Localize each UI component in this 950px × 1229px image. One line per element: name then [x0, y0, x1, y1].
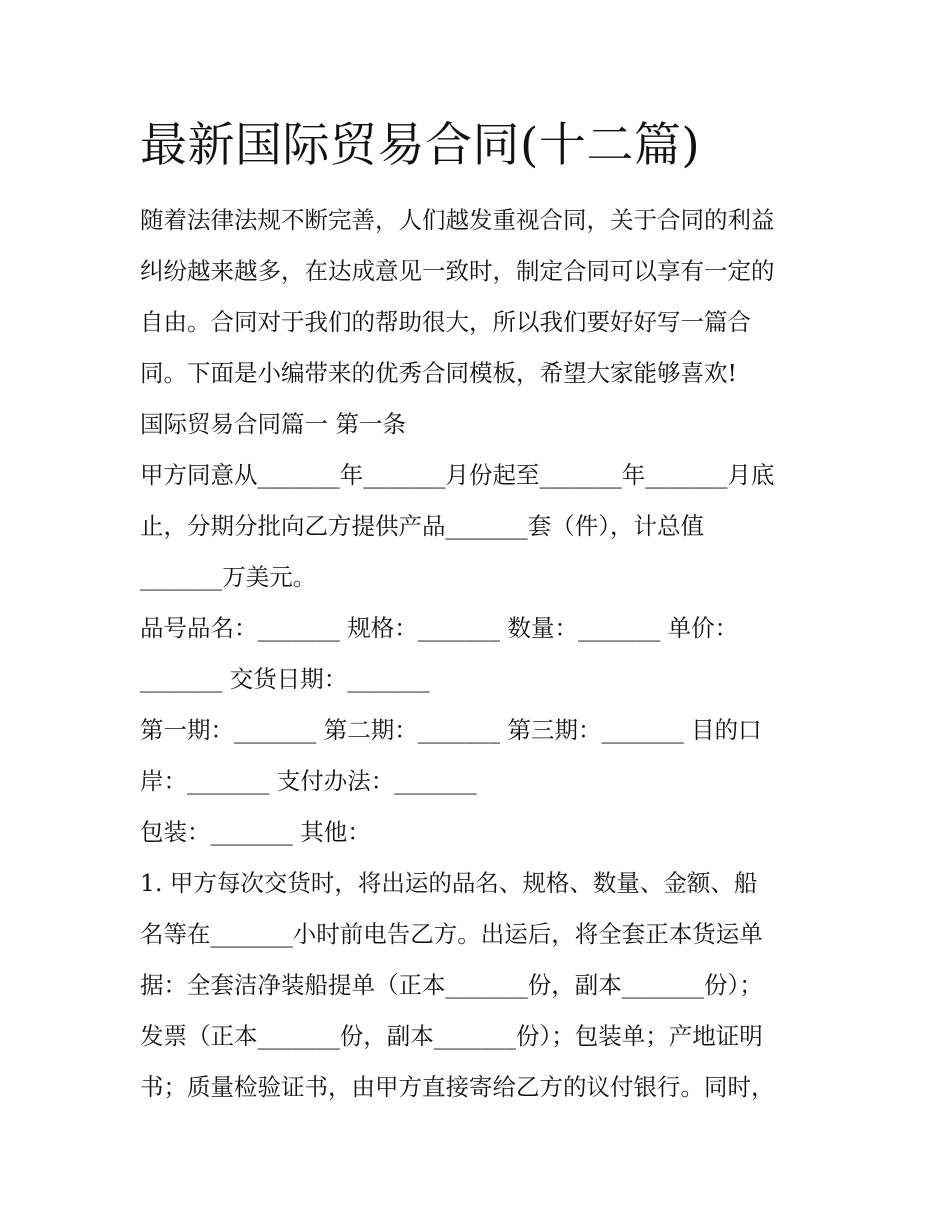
intro-line-4: 同。下面是小编带来的优秀合同模板，希望大家能够喜欢! [140, 359, 737, 387]
intro-line-2: 纠纷越来越多，在达成意见一致时，制定合同可以享有一定的 [140, 257, 775, 285]
clause-line-3: _______万美元。 [140, 563, 317, 591]
document-title: 最新国际贸易合同(十二篇) [140, 118, 701, 173]
intro-line-1: 随着法律法规不断完善，人们越发重视合同，关于合同的利益 [140, 206, 775, 234]
intro-line-3: 自由。合同对于我们的帮助很大，所以我们要好好写一篇合 [140, 308, 751, 336]
item-1-line-4: 发票（正本_______份，副本_______份）；包装单；产地证明 [140, 1022, 763, 1050]
clause-line-2: 止，分期分批向乙方提供产品_______套（件），计总值 [140, 512, 704, 540]
item-1-line-1: 1. 甲方每次交货时，将出运的品名、规格、数量、金额、船 [140, 869, 758, 897]
item-1-line-2: 名等在_______小时前电告乙方。出运后，将全套正本货运单 [140, 920, 763, 948]
packaging-line: 包装：_______ 其他： [140, 818, 371, 846]
schedule-line-2: 岸：_______ 支付办法：_______ [140, 767, 477, 795]
item-1-line-3: 据：全套洁净装船提单（正本_______份，副本_______份）； [140, 971, 763, 999]
clause-line-1: 甲方同意从_______年_______月份起至_______年_______月底 [140, 461, 775, 489]
product-fields-line-1: 品号品名：_______ 规格：_______ 数量：_______ 单价： [140, 614, 739, 642]
product-fields-line-2: _______ 交货日期：_______ [140, 665, 430, 693]
item-1-line-5: 书；质量检验证书，由甲方直接寄给乙方的议付银行。同时， [140, 1073, 775, 1101]
section-heading: 国际贸易合同篇一 第一条 [140, 410, 406, 438]
schedule-line-1: 第一期：_______ 第二期：_______ 第三期：_______ 目的口 [140, 716, 762, 744]
